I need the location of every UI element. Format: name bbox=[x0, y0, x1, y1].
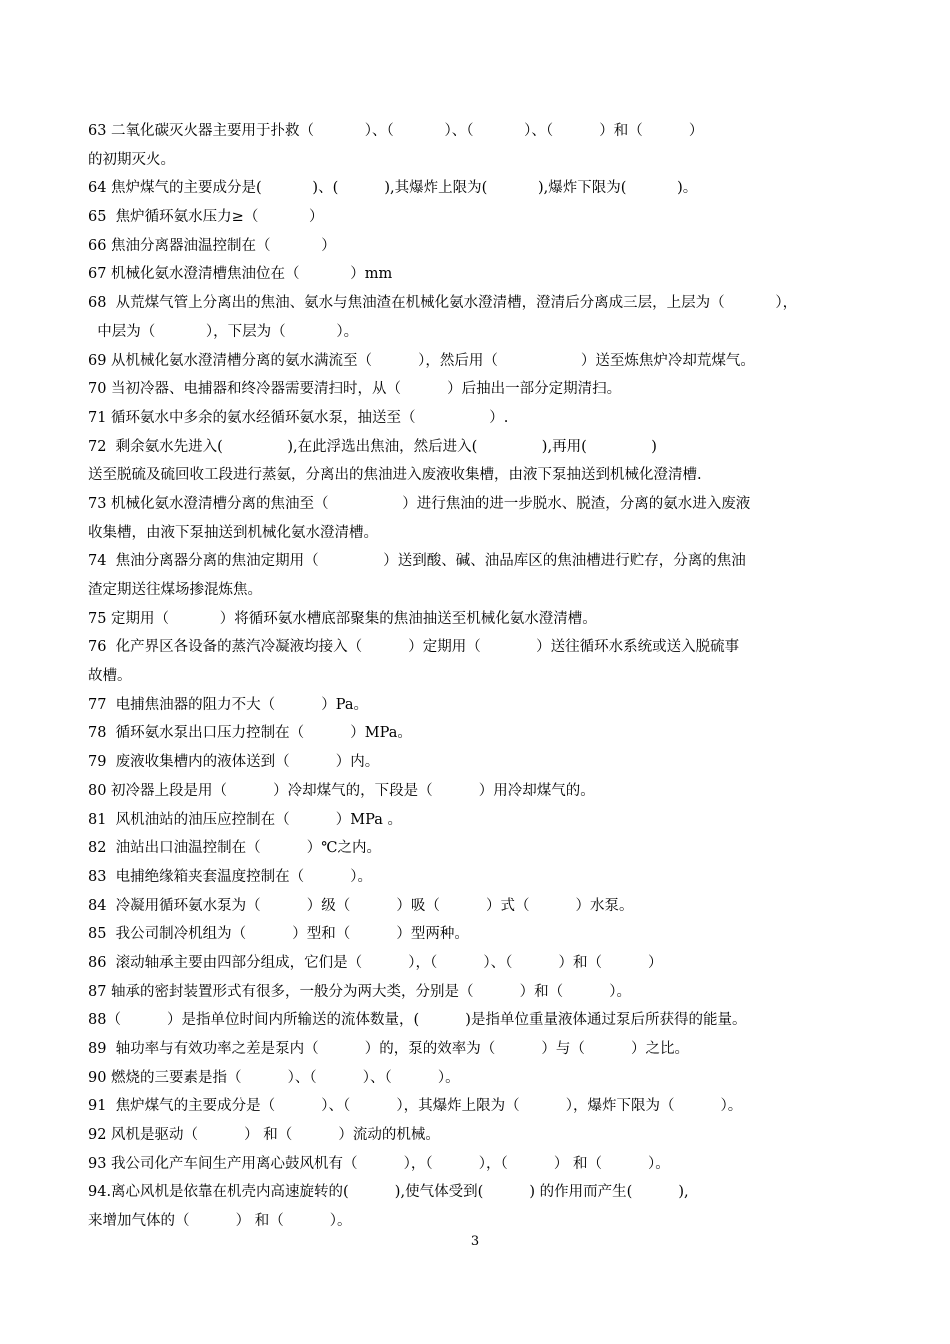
text-line: 92 风机是驱动（ ） 和（ ）流动的机械。 bbox=[88, 1127, 440, 1144]
text-line: 93 我公司化产车间生产用离心鼓风机有（ ），（ ），（ ） 和（ ）。 bbox=[88, 1155, 670, 1172]
text-line: 77 电捕焦油器的阻力不大（ ）Pa。 bbox=[88, 696, 369, 713]
text-line: 84 冷凝用循环氨水泵为（ ）级（ ）吸（ ）式（ ）水泵。 bbox=[88, 897, 634, 914]
text-line: 88（ ）是指单位时间内所输送的流体数量，( )是指单位重量液体通过泵后所获得的能量。 bbox=[88, 1012, 747, 1029]
text-line: 74 焦油分离器分离的焦油定期用（ ）送到酸、碱、油品库区的焦油槽进行贮存，分离的焦油 bbox=[88, 553, 746, 570]
text-line: 66 焦油分离器油温控制在（ ） bbox=[88, 237, 336, 254]
text-line: 送至脱硫及硫回收工段进行蒸氨，分离出的焦油进入废液收集槽，由液下泵抽送到机械化澄清槽. bbox=[88, 467, 702, 484]
text-line: 89 轴功率与有效功率之差是泵内（ ）的，泵的效率为（ ）与（ ）之比。 bbox=[88, 1041, 689, 1057]
text-line: 69 从机械化氨水澄清槽分离的氨水满流至（ ），然后用（ ）送至炼焦炉冷却荒煤气。 bbox=[88, 352, 755, 369]
text-line: 78 循环氨水泵出口压力控制在（ ）MPa。 bbox=[88, 725, 412, 742]
text-line: 79 废液收集槽内的液体送到（ ）内。 bbox=[88, 754, 380, 771]
text-line: 64 焦炉煤气的主要成分是( )、( ),其爆炸上限为( ),爆炸下限为( )。 bbox=[88, 180, 698, 197]
text-line: 71 循环氨水中多余的氨水经循环氨水泵，抽送至（ ）. bbox=[88, 409, 509, 426]
text-line: 82 油站出口油温控制在（ ）℃之内。 bbox=[88, 840, 381, 857]
text-line: 渣定期送往煤场掺混炼焦。 bbox=[88, 582, 262, 598]
text-line: 85 我公司制冷机组为（ ）型和（ ）型两种。 bbox=[88, 926, 469, 943]
text-line: 来增加气体的（ ） 和（ ）。 bbox=[88, 1213, 352, 1230]
text-line: 72 剩余氨水先进入( ),在此浮选出焦油，然后进入( ),再用( ) bbox=[88, 438, 657, 455]
text-line: 81 风机油站的油压应控制在（ ）MPa 。 bbox=[88, 811, 402, 828]
text-line: 68 从荒煤气管上分离出的焦油、氨水与焦油渣在机械化氨水澄清槽，澄清后分离成三层，上层为（ ）， bbox=[88, 295, 798, 312]
page-number: 3 bbox=[470, 1234, 480, 1249]
text-line: 65 焦炉循环氨水压力≥（ ） bbox=[88, 209, 324, 226]
text-line: 63 二氧化碳灭火器主要用于扑救（ ）、（ ）、（ ）、（ ）和（ ） bbox=[88, 123, 704, 139]
text-line: 90 燃烧的三要素是指（ ）、（ ）、（ ）。 bbox=[88, 1069, 460, 1086]
text-line: 67 机械化氨水澄清槽焦油位在（ ）mm bbox=[88, 266, 393, 283]
text-line: 76 化产界区各设备的蒸汽冷凝液均接入（ ）定期用（ ）送往循环水系统或送入脱硫事 bbox=[88, 639, 740, 656]
question-list bbox=[88, 117, 918, 1236]
text-line: 83 电捕绝缘箱夹套温度控制在（ ）。 bbox=[88, 868, 373, 885]
text-line: 的初期灭火。 bbox=[88, 151, 175, 168]
text-line: 80 初冷器上段是用（ ）冷却煤气的，下段是（ ）用冷却煤气的。 bbox=[88, 782, 595, 799]
text-line: 75 定期用（ ）将循环氨水槽底部聚集的焦油抽送至机械化氨水澄清槽。 bbox=[88, 610, 597, 627]
text-line: 91 焦炉煤气的主要成分是（ ）、（ ），其爆炸上限为（ ），爆炸下限为（ ）。 bbox=[88, 1098, 743, 1115]
text-line: 故槽。 bbox=[88, 668, 132, 685]
text-line: 87 轴承的密封装置形式有很多，一般分为两大类，分别是（ ）和（ ）。 bbox=[88, 983, 631, 1000]
text-line: 中层为（ ），下层为（ ）。 bbox=[88, 323, 359, 340]
text-line: 收集槽，由液下泵抽送到机械化氨水澄清槽。 bbox=[88, 524, 378, 541]
text-line: 70 当初冷器、电捕器和终冷器需要清扫时，从（ ）后抽出一部分定期清扫。 bbox=[88, 381, 622, 398]
text-line: 94.离心风机是依靠在机壳内高速旋转的( ),使气体受到( ) 的作用而产生( ), bbox=[88, 1184, 689, 1201]
text-line: 86 滚动轴承主要由四部分组成，它们是（ ），（ ）、（ ）和（ ） bbox=[88, 954, 663, 971]
text-line: 73 机械化氨水澄清槽分离的焦油至（ ）进行焦油的进一步脱水、脱渣，分离的氨水进入废液 bbox=[88, 495, 751, 512]
